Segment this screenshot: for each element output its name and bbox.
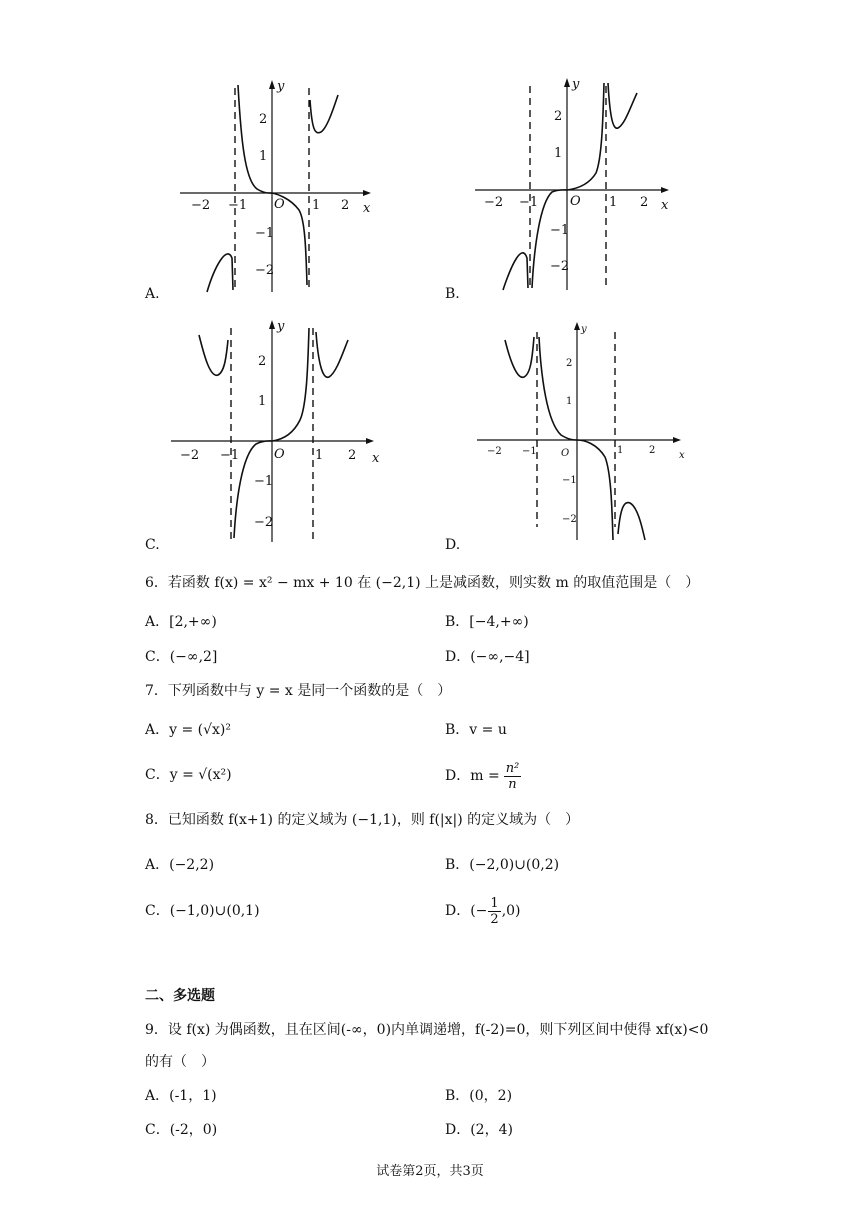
ytick-neg2: −2 (550, 259, 570, 274)
ytick-neg2: −2 (562, 514, 577, 525)
tick-neg1: −1 (220, 448, 240, 463)
tick-2: 2 (649, 445, 656, 456)
graph-a (175, 80, 375, 295)
tick-neg2: −2 (180, 448, 200, 463)
tick-neg2: −2 (484, 195, 504, 210)
origin-label: O (274, 197, 285, 212)
q8-option-d-fraction (488, 896, 500, 927)
q6-option-a[interactable]: A．[2,+∞) (145, 614, 217, 630)
ytick-1: 1 (258, 394, 267, 409)
q8-option-a[interactable]: A．(−2,2) (145, 857, 215, 873)
ytick-1: 1 (566, 396, 573, 407)
graph-b-label[interactable]: B. (445, 286, 460, 302)
ytick-neg1: −1 (255, 226, 275, 241)
origin-label: O (561, 448, 570, 459)
ytick-1: 1 (554, 146, 563, 161)
graph-a-label[interactable]: A. (145, 286, 160, 302)
question-9-stem-line2: 的有（ ） (145, 1054, 215, 1070)
q7-option-d-fraction (504, 761, 522, 792)
fraction-numerator: n² (505, 760, 520, 776)
ytick-2: 2 (258, 354, 267, 369)
y-label: y (277, 319, 285, 334)
ytick-1: 1 (259, 149, 268, 164)
y-label: y (572, 77, 580, 92)
q8-option-d-suffix: ,0) (501, 903, 521, 919)
q9-option-d[interactable]: D．(2，4) (445, 1122, 513, 1138)
tick-neg1: −1 (228, 198, 248, 213)
ytick-2: 2 (259, 112, 268, 127)
q7-option-d-prefix: D．m = (445, 768, 500, 784)
graph-d (475, 322, 690, 544)
q8-option-c[interactable]: C．(−1,0)∪(0,1) (145, 903, 260, 919)
fraction-denominator: 2 (490, 911, 499, 927)
graph-c (168, 320, 383, 545)
graph-b (470, 78, 675, 293)
tick-neg1: −1 (519, 195, 539, 210)
ytick-2: 2 (566, 358, 573, 369)
tick-2: 2 (341, 198, 350, 213)
tick-2: 2 (348, 448, 357, 463)
q8-option-d-prefix: D．(− (445, 903, 488, 919)
q7-option-a[interactable]: A．y = (√x)² (145, 722, 232, 738)
fraction-numerator: 1 (490, 895, 499, 911)
q9-option-b[interactable]: B．(0，2) (445, 1088, 513, 1104)
q6-option-c[interactable]: C．(−∞,2] (145, 649, 218, 665)
tick-1: 1 (315, 448, 324, 463)
ytick-neg2: −2 (254, 515, 274, 530)
ytick-2: 2 (554, 109, 563, 124)
q6-option-d[interactable]: D．(−∞,−4] (445, 649, 530, 665)
question-7-stem: 7．下列函数中与 y = x 是同一个函数的是（ ） (145, 683, 452, 699)
origin-label: O (570, 194, 581, 209)
q7-option-b[interactable]: B．v = u (445, 722, 507, 738)
question-8-stem: 8．已知函数 f(x+1) 的定义域为 (−1,1)，则 f(|x|) 的定义域为（ ） (145, 812, 580, 828)
section-title: 二、多选题 (145, 988, 215, 1004)
q8-option-b[interactable]: B．(−2,0)∪(0,2) (445, 857, 560, 873)
tick-2: 2 (640, 195, 649, 210)
q9-option-c[interactable]: C．(-2，0) (145, 1122, 218, 1138)
ytick-neg1: −1 (254, 474, 274, 489)
q7-option-c[interactable]: C．y = √(x²) (145, 767, 232, 783)
tick-1: 1 (617, 445, 624, 456)
ytick-neg1: −1 (562, 475, 577, 486)
question-6-stem: 6．若函数 f(x) = x² − mx + 10 在 (−2,1) 上是减函数，则实数 m 的取值范围是（ ） (145, 575, 700, 591)
tick-neg2: −2 (191, 198, 211, 213)
graph-c-label[interactable]: C. (145, 537, 160, 553)
ytick-neg2: −2 (255, 263, 275, 278)
tick-1: 1 (609, 195, 618, 210)
graph-d-label[interactable]: D. (445, 537, 461, 553)
x-label: x (372, 451, 380, 466)
origin-label: O (274, 447, 285, 462)
fraction-denominator: n (508, 776, 517, 792)
q8-option-d[interactable] (445, 892, 521, 930)
q6-option-b[interactable]: B．[−4,+∞) (445, 614, 529, 630)
x-label: x (363, 201, 371, 216)
y-label: y (277, 79, 285, 94)
x-label: x (679, 450, 685, 461)
q9-option-a[interactable]: A．(-1，1) (145, 1088, 217, 1104)
y-label: y (581, 324, 587, 335)
tick-1: 1 (312, 198, 321, 213)
ytick-neg1: −1 (550, 223, 570, 238)
x-label: x (661, 198, 669, 213)
page-footer: 试卷第2页，共3页 (376, 1164, 484, 1179)
q7-option-d[interactable] (445, 758, 521, 794)
question-9-stem-line1: 9．设 f(x) 为偶函数，且在区间(-∞，0)内单调递增，f(-2)=0，则下列区间中使得 xf(x)<0 (145, 1022, 709, 1038)
tick-neg2: −2 (487, 446, 502, 457)
tick-neg1: −1 (522, 446, 537, 457)
